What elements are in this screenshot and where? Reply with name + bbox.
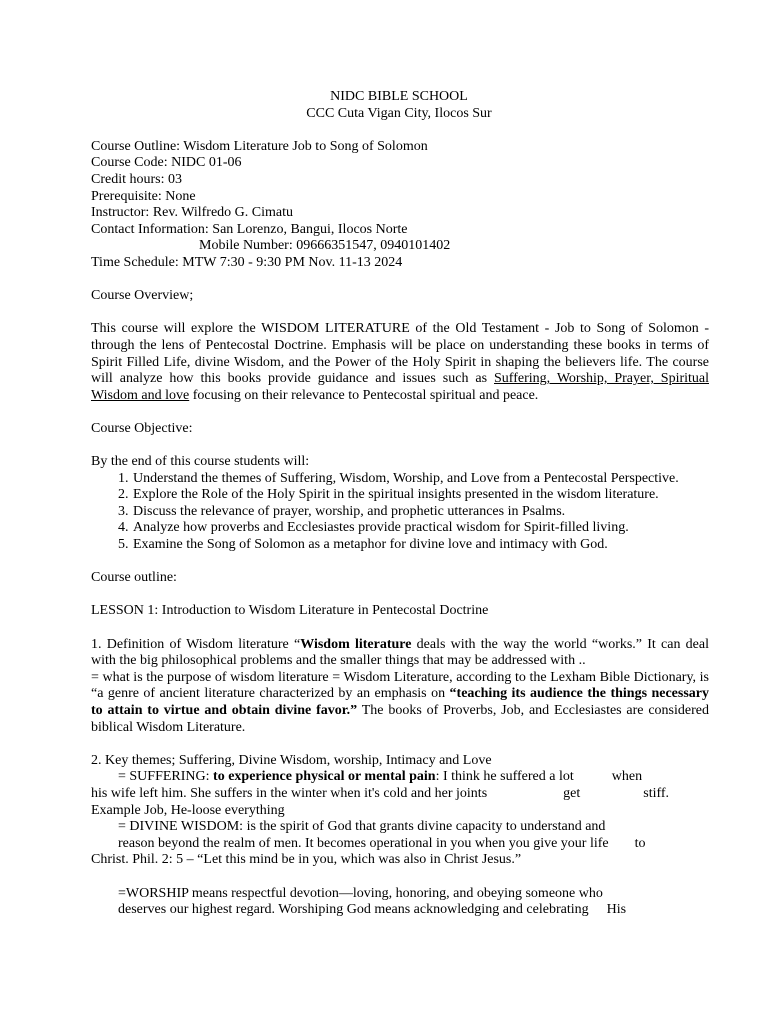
definition-text: deals with the way the world “works.” It can deal with the big philosophical problems and the smaller things that may be addressed with .. [91,636,709,669]
overview-text: This course will explore the WISDOM LITERATURE of the Old Testament - Job to Song of Solomon - through the lens of Pentecostal Doctrine. Emphasis will be place on understanding these books in terms of Spirit Filled Life, divine Wisdom, and the Power of the Holy Spirit in shaping the believers life. The course will analyze how this books provide guidance and issues such as [91,321,709,387]
prerequisite: Prerequisite: None [91,188,196,204]
objective-number: 3. [118,503,129,519]
objective-text: Analyze how proverbs and Ecclesiastes provide practical wisdom for Spirit-filled living. [133,520,629,536]
overview-paragraph [91,321,709,404]
course-outline-title: Course Outline: Wisdom Literature Job to Song of Solomon [91,138,428,154]
divine-wisdom-text-2: reason beyond the realm of men. It becomes operational in you when you give your life [118,835,609,851]
suffering-text-2: his wife left him. She suffers in the winter when it's cold and her joints [91,785,488,801]
purpose-text: The books of Proverbs, Job, and Ecclesiastes are considered biblical Wisdom Literature. [91,702,709,735]
suffering-line-2 [91,786,709,803]
outline-heading: Course outline: [91,570,177,586]
objective-text: Explore the Role of the Holy Spirit in the spiritual insights presented in the wisdom literature. [133,487,659,503]
objective-heading: Course Objective: [91,420,193,436]
suffering-bold-definition: to experience physical or mental pain [213,769,436,785]
definition-paragraph [91,637,709,670]
overview-underlined-themes: Suffering, Worship, Prayer, Spiritual Wisdom and love [91,371,709,403]
definition-prefix: 1. Definition of Wisdom literature “ [91,636,301,652]
worship-line-1: =WORSHIP means respectful devotion—loving, honoring, and obeying someone who [118,885,603,901]
worship-text-2b: His [606,902,627,918]
worship-line-2 [91,902,709,919]
divine-wisdom-text-2b: to [634,835,646,851]
worship-text-2: deserves our highest regard. Worshiping God means acknowledging and celebrating [118,902,589,918]
objective-text: Understand the themes of Suffering, Wisdom, Worship, and Love from a Pentecostal Perspective. [133,470,679,486]
instructor: Instructor: Rev. Wilfredo G. Cimatu [91,205,294,221]
divine-wisdom-line-1: = DIVINE WISDOM: is the spirit of God that grants divine capacity to understand and [118,819,606,835]
course-code: Course Code: NIDC 01-06 [91,155,242,171]
suffering-line-1 [91,769,709,786]
time-schedule: Time Schedule: MTW 7:30 - 9:30 PM Nov. 11-13 2024 [91,254,403,270]
school-name: NIDC BIBLE SCHOOL [330,89,468,104]
suffering-text-2b: get [563,785,581,801]
document-page [91,89,709,919]
suffering-text-tail: when [611,769,643,785]
purpose-bold-quote: “teaching its audience the things necessary to attain to virtue and obtain divine favor.” [91,686,710,718]
objective-item [91,504,709,521]
objective-intro: By the end of this course students will: [91,454,310,470]
suffering-text: : I think he suffered a lot [435,769,574,785]
objective-number: 1. [118,470,129,486]
credit-hours: Credit hours: 03 [91,171,182,187]
key-themes: 2. Key themes; Suffering, Divine Wisdom, worship, Intimacy and Love [91,752,492,768]
purpose-paragraph [91,670,709,736]
objective-item [91,520,709,537]
objective-number: 5. [118,537,129,553]
definition-bold-term: Wisdom literature [300,636,412,652]
objective-item [91,487,709,504]
objective-text: Discuss the relevance of prayer, worship, and prophetic utterances in Psalms. [133,503,566,519]
divine-wisdom-line-2 [91,836,709,853]
suffering-text-2c: stiff. [643,785,670,801]
mobile-number: Mobile Number: 09666351547, 0940101402 [199,238,451,254]
divine-wisdom-line-3: Christ. Phil. 2: 5 – “Let this mind be in you, which was also in Christ Jesus.” [91,852,522,868]
purpose-prefix: = what is the purpose of wisdom literature = Wisdom Literature, according to the Lexham Bible Dictionary, is “a genre of ancient literature characterized by an emphasis on [91,669,709,702]
suffering-example: Example Job, He-loose everything [91,802,285,818]
objective-number: 4. [118,520,129,536]
objective-item [91,537,709,554]
objective-text: Examine the Song of Solomon as a metaphor for divine love and intimacy with God. [133,537,608,553]
contact-information: Contact Information: San Lorenzo, Bangui, Ilocos Norte [91,221,408,237]
objective-number: 2. [118,487,129,503]
overview-text-end: focusing on their relevance to Pentecostal spiritual and peace. [189,387,539,403]
school-address: CCC Cuta Vigan City, Ilocos Sur [306,105,492,121]
objective-item [91,471,709,488]
lesson-1-title: LESSON 1: Introduction to Wisdom Literature in Pentecostal Doctrine [91,603,489,619]
overview-heading: Course Overview; [91,288,194,304]
suffering-label: = SUFFERING: [118,769,214,785]
